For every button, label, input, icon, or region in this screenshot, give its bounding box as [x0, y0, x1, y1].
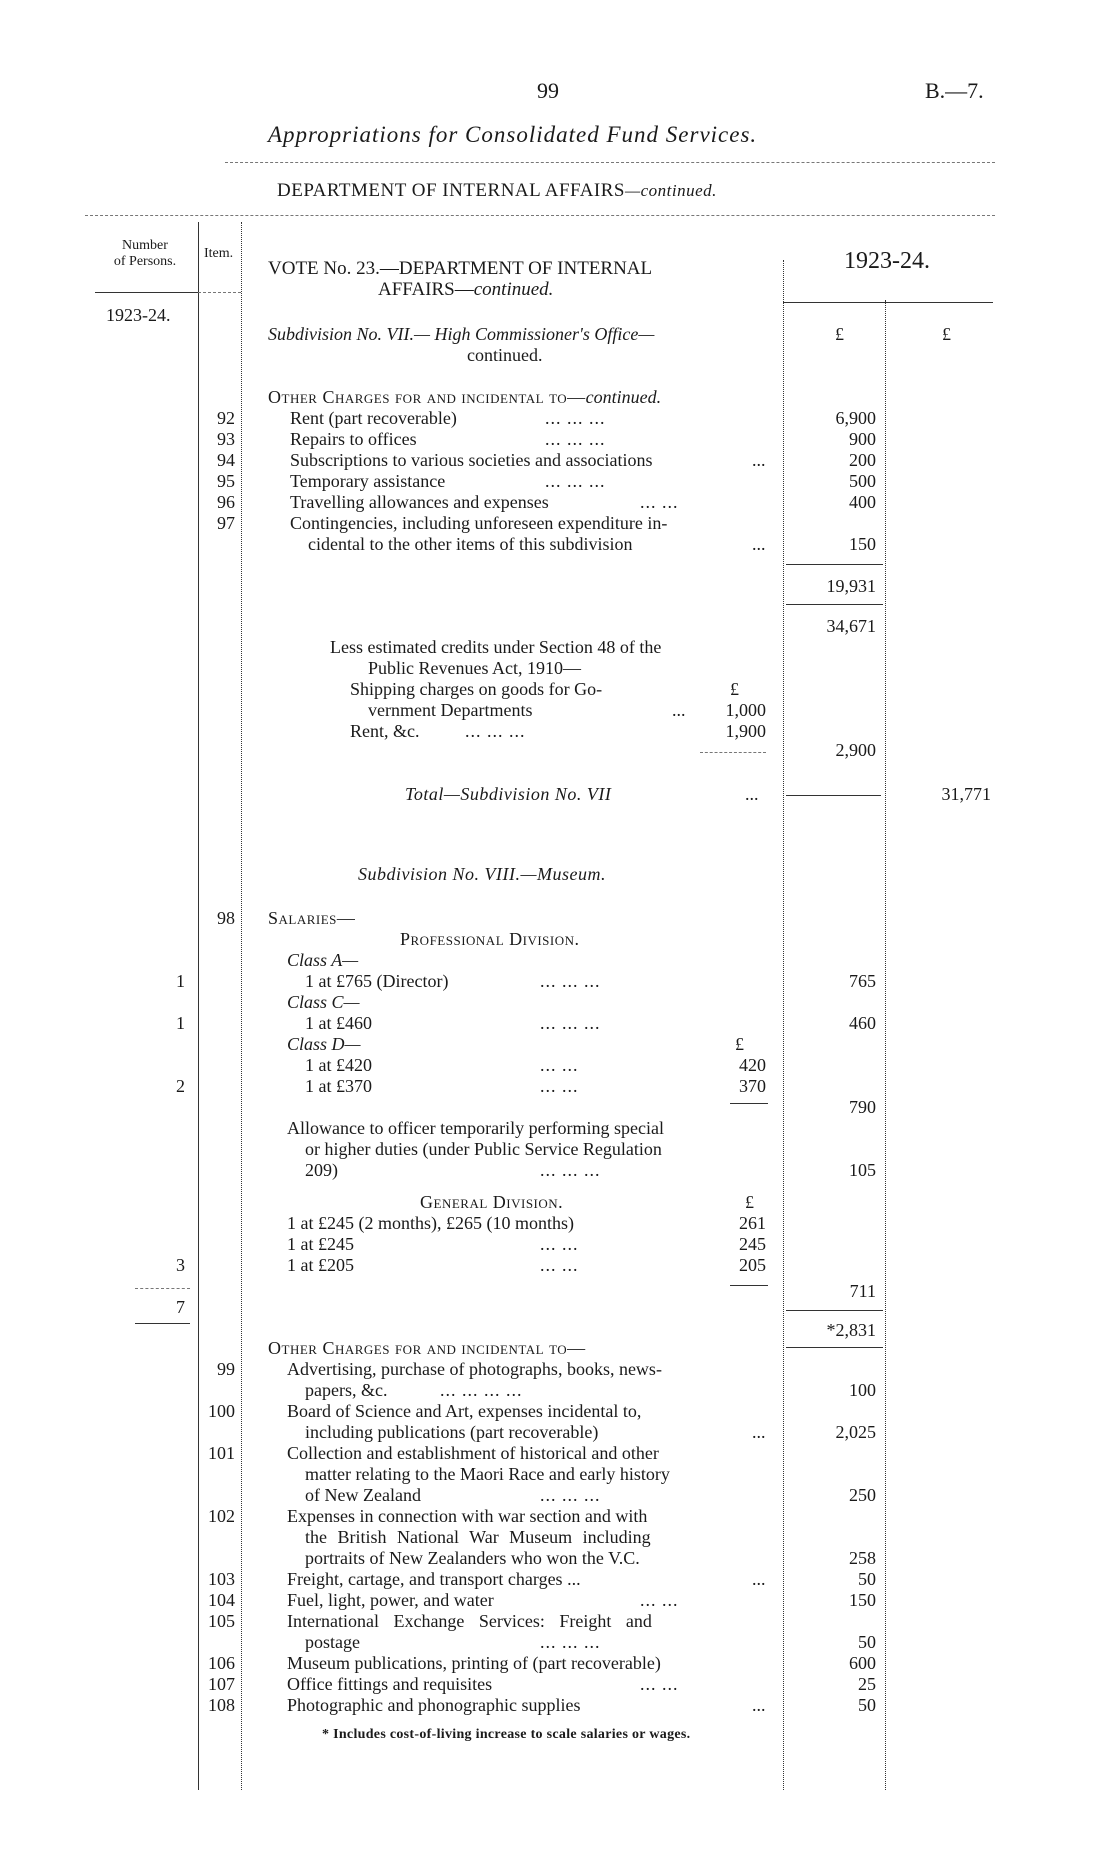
shipping-line1: Shipping charges on goods for Go-: [350, 679, 603, 699]
other-charges-heading-vii: Other Charges for and incidental to—continued.: [268, 387, 662, 407]
class-d-persons: 2: [176, 1076, 185, 1096]
general-amount2: 245: [739, 1234, 766, 1254]
sub8-salaries-item: 98: [217, 908, 235, 928]
general-line3: 1 at £205: [287, 1255, 354, 1275]
sub7-gross-total: 34,671: [826, 616, 876, 636]
class-d-dots1: ... ...: [540, 1055, 579, 1075]
page-number: 99: [537, 78, 559, 103]
other-charges-heading-viii: Other Charges for and incidental to—: [268, 1338, 586, 1358]
department-heading: DEPARTMENT OF INTERNAL AFFAIRS—continued.: [277, 180, 717, 201]
salaries-heading: Salaries—: [268, 908, 356, 928]
department-rule: [85, 215, 995, 216]
sub7-other-rule: [786, 564, 883, 565]
class-d-line1: 1 at £420: [305, 1055, 372, 1075]
credits-heading-line1: Less estimated credits under Section 48 of the: [330, 637, 662, 657]
item-text-divider: [241, 222, 242, 1790]
class-c-line: 1 at £460: [305, 1013, 372, 1033]
general-dots3: ... ...: [540, 1255, 579, 1275]
class-a-persons: 1: [176, 971, 185, 991]
class-c-persons: 1: [176, 1013, 185, 1033]
general-pound: £: [745, 1192, 754, 1212]
sub7-credits-total: 2,900: [835, 740, 876, 760]
class-c-dots: ... ... ...: [540, 1013, 601, 1033]
class-c-heading: Class C—: [287, 992, 360, 1012]
allowance-line1: Allowance to officer temporarily performing special: [287, 1118, 665, 1138]
class-a-amount: 765: [849, 971, 876, 991]
item-header-rule: [198, 292, 241, 293]
amount-year-header: 1923-24.: [844, 248, 930, 274]
credits-rule: [700, 752, 766, 753]
class-d-heading: Class D—: [287, 1034, 361, 1054]
shipping-amount: 1,000: [725, 700, 766, 720]
sub7-total-label: Total—Subdivision No. VII: [405, 784, 612, 804]
title-rule: [225, 162, 995, 163]
sub7-gross-rule: [786, 604, 883, 605]
class-c-amount: 460: [849, 1013, 876, 1033]
subdivision-viii-title: Subdivision No. VIII.—Museum.: [358, 864, 606, 884]
shipping-line2: vernment Departments: [368, 700, 533, 720]
subdivision-vii-continued: continued.: [467, 345, 543, 365]
general-division-heading: General Division.: [420, 1192, 564, 1212]
rent-label: Rent, &c.: [350, 721, 420, 741]
salaries-total-rule-bottom: [786, 1347, 883, 1348]
shipping-dots: ...: [672, 700, 686, 720]
allowance-line3: 209): [305, 1160, 338, 1180]
class-d-pound: £: [735, 1034, 744, 1054]
general-line2: 1 at £245: [287, 1234, 354, 1254]
class-a-dots: ... ... ...: [540, 971, 601, 991]
class-a-heading: Class A—: [287, 950, 359, 970]
vote-heading: VOTE No. 23.—DEPARTMENT OF INTERNAL AFFAIRS—continued.: [268, 258, 653, 300]
class-d-amount: 790: [849, 1097, 876, 1117]
salaries-total-rule: [786, 1310, 883, 1311]
salaries-total: *2,831: [826, 1320, 876, 1340]
class-d-line2: 1 at £370: [305, 1076, 372, 1096]
general-dots2: ... ...: [540, 1234, 579, 1254]
persons-item-divider: [198, 222, 199, 1790]
class-a-line: 1 at £765 (Director): [305, 971, 449, 991]
footnote: * Includes cost-of-living increase to scale salaries or wages.: [322, 1727, 691, 1742]
amount-header-rule: [783, 302, 993, 303]
pound-symbol-outer: £: [942, 324, 951, 344]
credits-pound: £: [730, 679, 739, 699]
class-d-amount1: 420: [739, 1055, 766, 1075]
allowance-line2: or higher duties (under Public Service Regulation: [305, 1139, 662, 1159]
allowance-dots: ... ... ...: [540, 1160, 601, 1180]
class-d-amount2: 370: [739, 1076, 766, 1096]
persons-header: Number of Persons.: [113, 238, 177, 269]
sub7-other-subtotal: 19,931: [826, 576, 876, 596]
amount-inner-outer-divider: [885, 300, 886, 1790]
persons-total-rule-bottom: [135, 1323, 190, 1324]
total-persons: 7: [176, 1297, 185, 1317]
persons-total-rule-top: [135, 1288, 190, 1289]
general-line1: 1 at £245 (2 months), £265 (10 months): [287, 1213, 574, 1233]
general-amount: 711: [849, 1281, 876, 1301]
sub7-total-dots: ...: [745, 784, 759, 804]
rent-amount: 1,900: [725, 721, 766, 741]
page-title: Appropriations for Consolidated Fund Services.: [268, 122, 758, 147]
credits-heading-line2: Public Revenues Act, 1910—: [368, 658, 581, 678]
general-amount1: 261: [739, 1213, 766, 1233]
general-amount3: 205: [739, 1255, 766, 1275]
item-header: Item.: [204, 246, 234, 261]
class-d-dots2: ... ...: [540, 1076, 579, 1096]
document-reference: B.—7.: [925, 78, 984, 103]
subdivision-vii-title: Subdivision No. VII.— High Commissioner's Office—: [268, 324, 655, 344]
rent-dots: ... ... ...: [465, 721, 526, 741]
pound-symbol-inner: £: [835, 324, 844, 344]
persons-year-header: 1923-24.: [106, 305, 171, 325]
professional-division-heading: Professional Division.: [400, 929, 580, 949]
class-d-rule: [730, 1103, 768, 1104]
sub7-total-rule: [786, 795, 881, 796]
general-persons: 3: [176, 1255, 185, 1275]
persons-header-rule: [95, 292, 198, 293]
sub7-total-amount: 31,771: [941, 784, 991, 804]
allowance-amount: 105: [849, 1160, 876, 1180]
text-amount-divider: [783, 260, 784, 1790]
general-rule: [730, 1285, 768, 1286]
